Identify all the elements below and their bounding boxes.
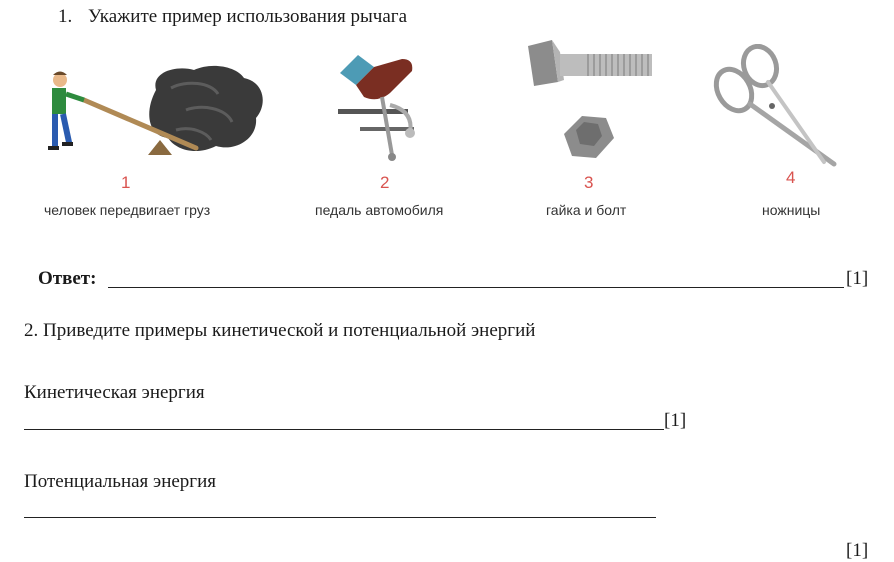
- item-3-label: гайка и болт: [546, 202, 627, 218]
- car-pedal-icon: [330, 45, 430, 170]
- item-4-number: 4: [786, 168, 796, 187]
- item-3-number: 3: [584, 173, 594, 192]
- kinetic-label: Кинетическая энергия: [24, 382, 205, 403]
- item-4-label: ножницы: [762, 202, 821, 218]
- man-lever-rock-icon: [36, 60, 266, 165]
- item-2-label: педаль автомобиля: [315, 202, 444, 218]
- bolt-nut-icon: [528, 38, 652, 166]
- q2-text: 2. Приведите примеры кинетической и потенциальной энергий: [24, 320, 536, 341]
- kinetic-answer-line[interactable]: [24, 429, 664, 430]
- item-1-number: 1: [121, 173, 131, 192]
- item-1-label: человек передвигает груз: [44, 202, 211, 218]
- potential-label: Потенциальная энергия: [24, 471, 217, 492]
- q1-number: 1.: [58, 6, 73, 27]
- answer-line[interactable]: [108, 287, 844, 288]
- kinetic-mark: [1]: [664, 410, 687, 431]
- potential-mark: [1]: [846, 540, 869, 561]
- scissors-icon: [712, 44, 842, 170]
- potential-answer-line[interactable]: [24, 517, 656, 518]
- item-2-number: 2: [380, 173, 390, 192]
- answer-label: Ответ:: [38, 268, 97, 289]
- q1-text: Укажите пример использования рычага: [88, 6, 408, 27]
- q1-mark: [1]: [846, 268, 869, 289]
